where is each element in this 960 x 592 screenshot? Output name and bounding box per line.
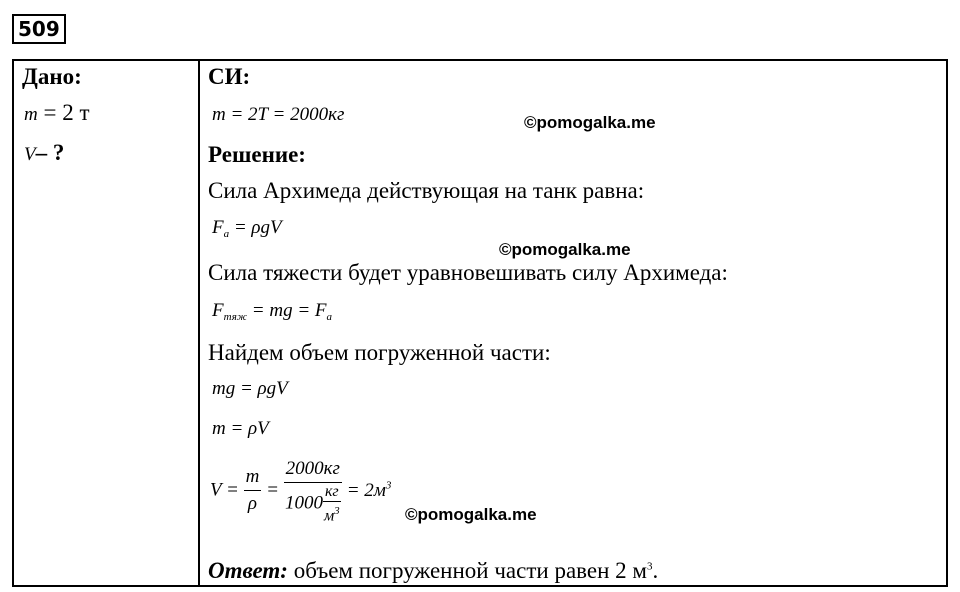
answer-end: . (652, 558, 659, 583)
density-units-num: кг (324, 483, 339, 500)
formula-volume-lhs: V = (210, 479, 239, 501)
answer-text: объем погруженной части равен 2 м (287, 558, 647, 583)
given-unknown (24, 140, 64, 166)
density-value: 1000 (284, 492, 323, 514)
given-mass-value: 2 т (62, 100, 90, 125)
formula-volume-eq: = (266, 479, 279, 501)
solution-line-2: Сила тяжести будет уравновешивать силу Архимеда: (208, 260, 728, 285)
formula-m-rho-v: m = ρV (212, 418, 269, 439)
formula-gravity-f: F (212, 300, 224, 321)
column-divider (198, 59, 200, 585)
volume-result-sup: 3 (385, 479, 392, 492)
problem-number: 509 (12, 14, 66, 44)
fraction-rho: ρ (247, 493, 258, 515)
given-unknown-mark: – ? (35, 140, 65, 165)
formula-mg: mg = ρgV (212, 378, 288, 399)
density-units-den-base: м (323, 507, 335, 525)
formula-archimedes-sub: а (223, 228, 230, 240)
solution-line-1: Сила Архимеда действующая на танк равна: (208, 178, 645, 203)
watermark-2: ©pomogalka.me (499, 240, 631, 259)
fraction-m: m (244, 464, 262, 491)
fraction-m-over-rho (244, 464, 262, 517)
formula-volume (210, 456, 391, 525)
solution-line-3: Найдем объем погруженной части: (208, 340, 551, 365)
fraction-mass: 2000кг (284, 456, 342, 483)
formula-gravity-sub: тяж (223, 311, 248, 323)
solution-header: Решение: (208, 142, 306, 167)
answer-line (208, 558, 658, 584)
volume-result-value: = 2м (346, 479, 386, 501)
si-header: СИ: (208, 64, 251, 89)
answer-sup: 3 (646, 560, 653, 573)
density-units (323, 483, 341, 525)
formula-gravity-rest: = mg = F (247, 300, 327, 321)
formula-gravity (212, 300, 332, 323)
watermark-1: ©pomogalka.me (524, 113, 656, 132)
watermark-3: ©pomogalka.me (405, 505, 537, 524)
given-header: Дано: (22, 64, 82, 89)
given-mass-var: m (24, 104, 38, 125)
fraction-mass-over-density (284, 456, 342, 525)
density-units-den (323, 502, 341, 525)
formula-gravity-sub2: а (326, 311, 333, 323)
given-mass: m = 2 т (24, 100, 90, 125)
formula-archimedes: $F_а = \rho gV$ (212, 217, 282, 240)
answer-label: Ответ: (208, 558, 288, 583)
si-conversion: m = 2T = 2000кг (212, 104, 345, 125)
fraction-density (284, 483, 342, 525)
given-unknown-var: V (24, 144, 36, 165)
formula-volume-result (347, 480, 392, 501)
density-units-den-sup: 3 (334, 505, 340, 517)
